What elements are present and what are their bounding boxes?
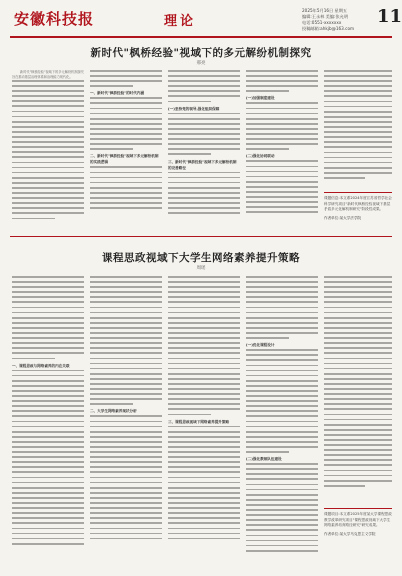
masthead: [0, 0, 402, 38]
article-divider: [10, 236, 392, 237]
issue-date: 2025年5月16日 星期五: [302, 8, 348, 13]
article2-headline: 课程思政视域下大学生网络素养提升策略: [102, 252, 300, 264]
article1-author: 邢亮: [196, 61, 206, 66]
article1-note-text: 课题信息:本文系2024年度江苏省哲学社会科学研究项目"新时代枫桥经验视域下基层矛盾多元化解机制研究"阶段性成果。: [324, 196, 392, 212]
article1-subhead-4: 三、新时代"枫桥经验"视域下多元解纷机制的完善路径: [168, 159, 237, 170]
article1-lead: 新时代"枫桥经验"视域下的多元解纷机制探究旨在推动基层治理体系和治理能力现代化。: [12, 70, 84, 79]
article2-project-note: [324, 508, 392, 537]
article1-headline: 新时代"枫桥经验"视域下的多元解纷机制探究: [90, 47, 312, 59]
article1-col2: [90, 70, 162, 230]
section-title: 理论: [164, 14, 197, 29]
article1-col4: [246, 70, 318, 230]
article2-subhead-2: 二、大学生网络素养现状分析: [90, 409, 137, 414]
article1-col1: [12, 70, 84, 230]
header-rule: [10, 36, 392, 38]
article2-subhead-4: (一)优化课程设计: [246, 343, 275, 348]
article2-subhead-3: 三、课程思政视域下网络素养提升策略: [168, 419, 230, 424]
email-line: 投稿邮箱:ahkjb@163.com: [302, 26, 355, 31]
article1-subhead-3: (一)坚持党的领导,强化组织保障: [168, 106, 220, 111]
page-number: 11: [377, 6, 402, 27]
newspaper-logo: 安徽科技报: [14, 10, 95, 28]
contact-line: 电话:0551-xxxxxxx: [302, 20, 342, 25]
article1-subhead-2: 二、新时代"枫桥经验"视域下多元解纷机制的实践逻辑: [90, 154, 159, 165]
article2-col3: [168, 276, 240, 568]
article1-subhead-6: (二)强化协同联动: [246, 154, 275, 159]
article1-note-author: 作者单位:某大学法学院: [324, 215, 362, 220]
article2-note-text: 课题项目:本文系2025年度某大学课程思政教学改革研究项目"课程思政视域下大学生网络素养培育路径研究"研究成果。: [324, 512, 392, 528]
editor-line: 编辑:王永林 美编:张允明: [302, 14, 349, 19]
article1-project-note: [324, 192, 392, 221]
article1-subhead-5: (一)加强制度建设: [246, 96, 275, 101]
article2-subhead-5: (二)强化教师队伍建设: [246, 457, 282, 462]
header-info: [302, 8, 354, 32]
article2-author: 周瑶: [196, 266, 206, 271]
article2-col2: [90, 276, 162, 568]
article2-col5: [324, 276, 392, 506]
article1-col3: [168, 70, 240, 230]
article1-col1-text: [12, 80, 84, 223]
article2-subhead-1: 一、课程思政与网络素养的内在关联: [12, 363, 70, 368]
article2-note-author: 作者单位:某大学马克思主义学院: [324, 531, 376, 536]
article1-col5: [324, 70, 392, 188]
article2-col1: [12, 276, 84, 568]
article1-subhead-1: 一、新时代"枫桥经验"的时代内涵: [90, 91, 145, 96]
article2-col4: [246, 276, 318, 568]
